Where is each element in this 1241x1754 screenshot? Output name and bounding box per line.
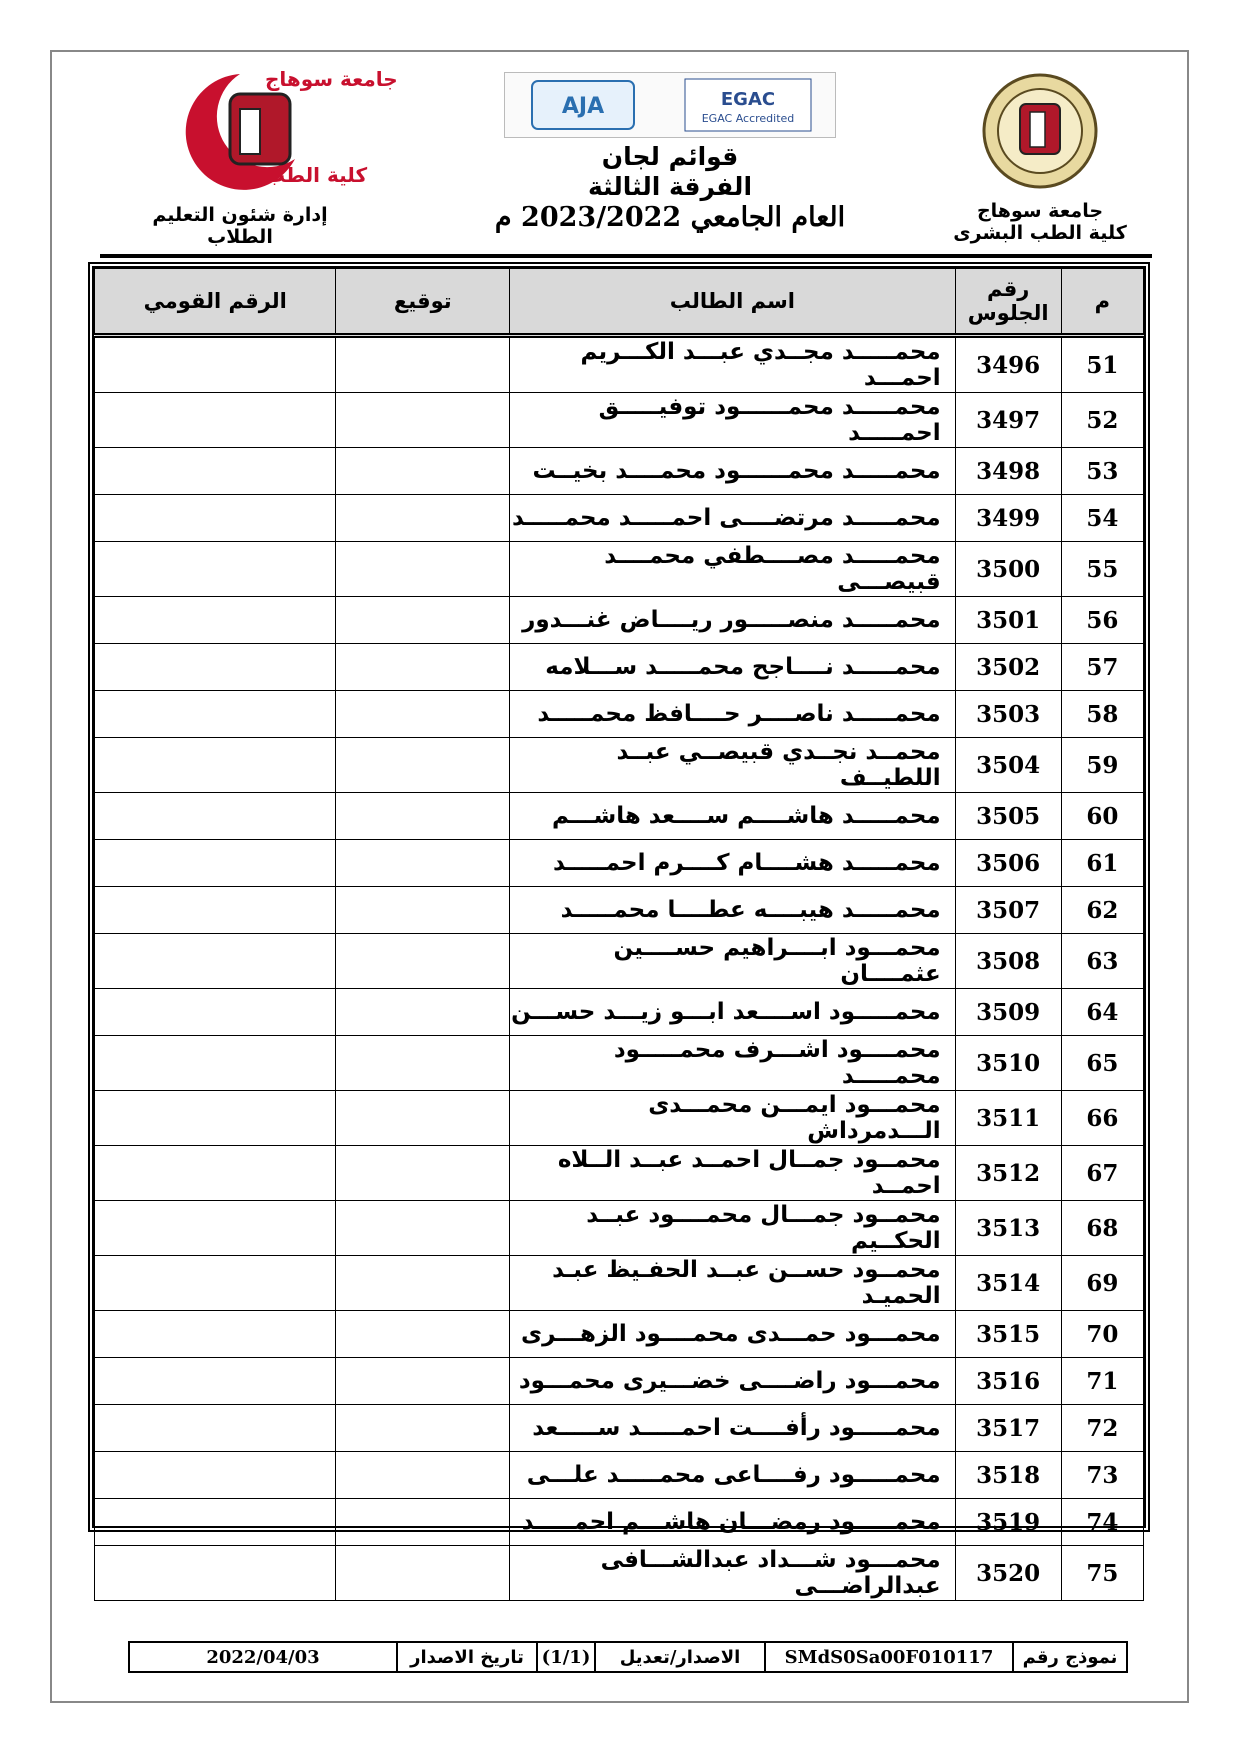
row-index: 69 (1061, 1256, 1143, 1311)
row-student-name: محمـــــود رمضـــان هاشـــم احمـــــد (510, 1499, 956, 1546)
row-signature-cell (336, 738, 510, 793)
footer-issue-date: 2022/04/03 (206, 1646, 320, 1668)
faculty-name: كلية الطب البشرى (953, 222, 1127, 244)
row-index: 66 (1061, 1091, 1143, 1146)
row-signature-cell (336, 448, 510, 495)
row-national-id-cell (95, 738, 336, 793)
row-signature-cell (336, 1201, 510, 1256)
row-seat-number: 3512 (955, 1146, 1061, 1201)
row-national-id-cell (95, 887, 336, 934)
table-row (95, 542, 1144, 597)
faculty-header-left (120, 64, 398, 248)
row-seat-number: 3513 (955, 1201, 1061, 1256)
row-student-name: محمـــود ايمـــن محمـــدى الـــدمرداش (510, 1091, 956, 1146)
row-student-name: محمـــــد نــــاجح محمـــــد ســـلامه (510, 644, 956, 691)
table-row (95, 1146, 1144, 1201)
table-row (95, 1311, 1144, 1358)
department-label: إدارة شئون التعليم الطلاب (152, 204, 328, 248)
svg-text:كلية الطب: كلية الطب (265, 163, 368, 187)
row-seat-number: 3514 (955, 1256, 1061, 1311)
col-header-seat-number: رقم الجلوس (955, 269, 1061, 336)
row-seat-number: 3505 (955, 793, 1061, 840)
table-row (95, 1546, 1144, 1601)
aja-iso-certification-logo (528, 77, 638, 133)
row-index: 59 (1061, 738, 1143, 793)
table-row (95, 840, 1144, 887)
svg-text:EGAC Accredited: EGAC Accredited (701, 112, 794, 125)
faculty-of-medicine-logo (145, 64, 398, 194)
row-signature-cell (336, 887, 510, 934)
row-national-id-cell (95, 1146, 336, 1201)
row-student-name: محمـــــد مرتضــــى احمـــــد محمـــــد (510, 495, 956, 542)
row-student-name: محمـــود حمـــدى محمــــود الزهـــرى (510, 1311, 956, 1358)
table-row (95, 1256, 1144, 1311)
row-national-id-cell (95, 1358, 336, 1405)
row-seat-number: 3498 (955, 448, 1061, 495)
row-signature-cell (336, 989, 510, 1036)
row-seat-number: 3496 (955, 336, 1061, 393)
row-index: 68 (1061, 1201, 1143, 1256)
footer-version-label: الاصدار/تعديل (594, 1643, 764, 1671)
row-seat-number: 3520 (955, 1546, 1061, 1601)
row-seat-number: 3503 (955, 691, 1061, 738)
row-national-id-cell (95, 336, 336, 393)
row-index: 55 (1061, 542, 1143, 597)
row-student-name: محمـــــد محمــــــود محمــــد بخيــت (510, 448, 956, 495)
table-row (95, 1452, 1144, 1499)
footer-version-value: (1/1) (536, 1643, 594, 1671)
row-student-name: محمـــــد مصــــطفي محمــــد قبيصـــى (510, 542, 956, 597)
row-index: 63 (1061, 934, 1143, 989)
table-row (95, 887, 1144, 934)
row-national-id-cell (95, 1311, 336, 1358)
row-national-id-cell (95, 1256, 336, 1311)
row-index: 67 (1061, 1146, 1143, 1201)
row-index: 56 (1061, 597, 1143, 644)
table-row (95, 393, 1144, 448)
row-student-name: محمـــــد هاشــــم ســــعد هاشـــم (510, 793, 956, 840)
title-academic-year: العام الجامعي 2023/2022 م (494, 202, 846, 233)
table-row (95, 793, 1144, 840)
row-signature-cell (336, 1358, 510, 1405)
col-header-index: م (1061, 269, 1143, 336)
row-seat-number: 3510 (955, 1036, 1061, 1091)
row-seat-number: 3497 (955, 393, 1061, 448)
row-signature-cell (336, 1091, 510, 1146)
row-student-name: محمــود جمــال احمــد عبــد الــلاه احمــد (510, 1146, 956, 1201)
row-seat-number: 3519 (955, 1499, 1061, 1546)
row-national-id-cell (95, 1201, 336, 1256)
row-seat-number: 3515 (955, 1311, 1061, 1358)
row-student-name: محمـــــد مجــدي عبـــد الكـــريم احمـــد (510, 336, 956, 393)
row-seat-number: 3499 (955, 495, 1061, 542)
table-row (95, 495, 1144, 542)
university-name: جامعة سوهاج (976, 200, 1104, 222)
row-index: 75 (1061, 1546, 1143, 1601)
table-row (95, 1091, 1144, 1146)
table-row (95, 989, 1144, 1036)
certification-logos (504, 72, 836, 138)
table-row (95, 738, 1144, 793)
row-student-name: محمـــــد منصـــــور ريــــاض غنـــدور (510, 597, 956, 644)
table-row (95, 644, 1144, 691)
row-seat-number: 3502 (955, 644, 1061, 691)
row-seat-number: 3511 (955, 1091, 1061, 1146)
table-row (95, 1036, 1144, 1091)
row-signature-cell (336, 1256, 510, 1311)
row-seat-number: 3500 (955, 542, 1061, 597)
row-index: 74 (1061, 1499, 1143, 1546)
row-signature-cell (336, 393, 510, 448)
row-student-name: محمــود حســن عبــد الحفـيظ عبـد الحميـد (510, 1256, 956, 1311)
table-row (95, 1405, 1144, 1452)
row-student-name: محمــود جمـــال محمــــود عبــد الحكــيم (510, 1201, 956, 1256)
table-row (95, 336, 1144, 393)
row-national-id-cell (95, 448, 336, 495)
row-index: 65 (1061, 1036, 1143, 1091)
row-national-id-cell (95, 1499, 336, 1546)
row-student-name: محمـــود شـــداد عبدالشـــافى عبدالراضـــى (510, 1546, 956, 1601)
row-index: 73 (1061, 1452, 1143, 1499)
row-national-id-cell (95, 495, 336, 542)
row-national-id-cell (95, 644, 336, 691)
row-student-name: محمــد نجــدي قبيصــي عبــد اللطيــف (510, 738, 956, 793)
row-signature-cell (336, 1405, 510, 1452)
row-index: 72 (1061, 1405, 1143, 1452)
row-seat-number: 3507 (955, 887, 1061, 934)
row-seat-number: 3516 (955, 1358, 1061, 1405)
row-national-id-cell (95, 542, 336, 597)
col-header-national-id: الرقم القومي (95, 269, 336, 336)
row-student-name: محمـــــود اســــعد ابـــو زيـــد حســـن (510, 989, 956, 1036)
row-national-id-cell (95, 793, 336, 840)
svg-text:EGAC: EGAC (720, 89, 775, 110)
row-index: 58 (1061, 691, 1143, 738)
row-student-name: محمــــود اشـــرف محمـــــود محمـــــد (510, 1036, 956, 1091)
row-signature-cell (336, 597, 510, 644)
svg-text:جامعة سوهاج: جامعة سوهاج (265, 67, 398, 91)
header-divider (100, 254, 1152, 258)
row-seat-number: 3517 (955, 1405, 1061, 1452)
row-national-id-cell (95, 934, 336, 989)
row-student-name: محمـــــود رأفــــت احمـــــد ســـــعد (510, 1405, 956, 1452)
row-index: 52 (1061, 393, 1143, 448)
university-header-right (950, 72, 1130, 244)
row-index: 70 (1061, 1311, 1143, 1358)
row-national-id-cell (95, 1452, 336, 1499)
table-row (95, 1499, 1144, 1546)
table-row (95, 448, 1144, 495)
students-table-container (88, 262, 1150, 1599)
row-index: 54 (1061, 495, 1143, 542)
row-student-name: محمـــــد هشــــام كــــرم احمـــــد (510, 840, 956, 887)
col-header-student-name: اسم الطالب (510, 269, 956, 336)
document-footer (128, 1641, 1128, 1673)
students-table (94, 268, 1144, 1601)
row-signature-cell (336, 691, 510, 738)
footer-model-value: SMdS0Sa00F010117 (764, 1643, 1012, 1671)
table-row (95, 934, 1144, 989)
row-student-name: محمـــــد هيبــــه عطــــا محمـــــد (510, 887, 956, 934)
row-national-id-cell (95, 1405, 336, 1452)
footer-model-label: نموذج رقم (1012, 1643, 1126, 1671)
row-signature-cell (336, 1452, 510, 1499)
row-student-name: محمـــــد ناصــــر حــــافظ محمـــــد (510, 691, 956, 738)
row-signature-cell (336, 336, 510, 393)
row-index: 62 (1061, 887, 1143, 934)
row-signature-cell (336, 840, 510, 887)
row-student-name: محمـــــد محمــــــود توفيـــــق احمـــــد (510, 393, 956, 448)
row-national-id-cell (95, 393, 336, 448)
row-index: 51 (1061, 336, 1143, 393)
table-row (95, 1358, 1144, 1405)
row-signature-cell (336, 1311, 510, 1358)
row-national-id-cell (95, 597, 336, 644)
row-signature-cell (336, 793, 510, 840)
row-student-name: محمـــــود رفــــاعى محمـــــد علـــى (510, 1452, 956, 1499)
row-signature-cell (336, 644, 510, 691)
row-national-id-cell (95, 691, 336, 738)
row-student-name: محمـــود راضــــى خضـــيرى محمـــود (510, 1358, 956, 1405)
table-row (95, 1201, 1144, 1256)
document-title-block (470, 72, 870, 234)
row-student-name: محمـــود ابــــراهيم حســــين عثمــــان (510, 934, 956, 989)
row-national-id-cell (95, 989, 336, 1036)
row-signature-cell (336, 934, 510, 989)
table-row (95, 597, 1144, 644)
row-index: 71 (1061, 1358, 1143, 1405)
row-national-id-cell (95, 1036, 336, 1091)
title-year-level: الفرقة الثالثة (587, 172, 753, 201)
row-seat-number: 3504 (955, 738, 1061, 793)
svg-text:AJA: AJA (561, 94, 604, 119)
row-national-id-cell (95, 840, 336, 887)
table-header-row (95, 269, 1144, 336)
row-signature-cell (336, 542, 510, 597)
table-row (95, 691, 1144, 738)
row-signature-cell (336, 1146, 510, 1201)
row-seat-number: 3508 (955, 934, 1061, 989)
row-seat-number: 3501 (955, 597, 1061, 644)
egac-accreditation-logo (683, 77, 813, 133)
row-national-id-cell (95, 1091, 336, 1146)
footer-issue-label: تاريخ الاصدار (396, 1643, 536, 1671)
row-signature-cell (336, 1499, 510, 1546)
row-index: 60 (1061, 793, 1143, 840)
row-index: 53 (1061, 448, 1143, 495)
row-seat-number: 3509 (955, 989, 1061, 1036)
row-signature-cell (336, 495, 510, 542)
sohag-university-logo (975, 72, 1105, 190)
row-index: 64 (1061, 989, 1143, 1036)
row-signature-cell (336, 1546, 510, 1601)
row-index: 57 (1061, 644, 1143, 691)
title-committee-lists: قوائم لجان (601, 142, 739, 171)
row-index: 61 (1061, 840, 1143, 887)
row-seat-number: 3518 (955, 1452, 1061, 1499)
col-header-signature: توقيع (336, 269, 510, 336)
row-seat-number: 3506 (955, 840, 1061, 887)
row-national-id-cell (95, 1546, 336, 1601)
row-signature-cell (336, 1036, 510, 1091)
